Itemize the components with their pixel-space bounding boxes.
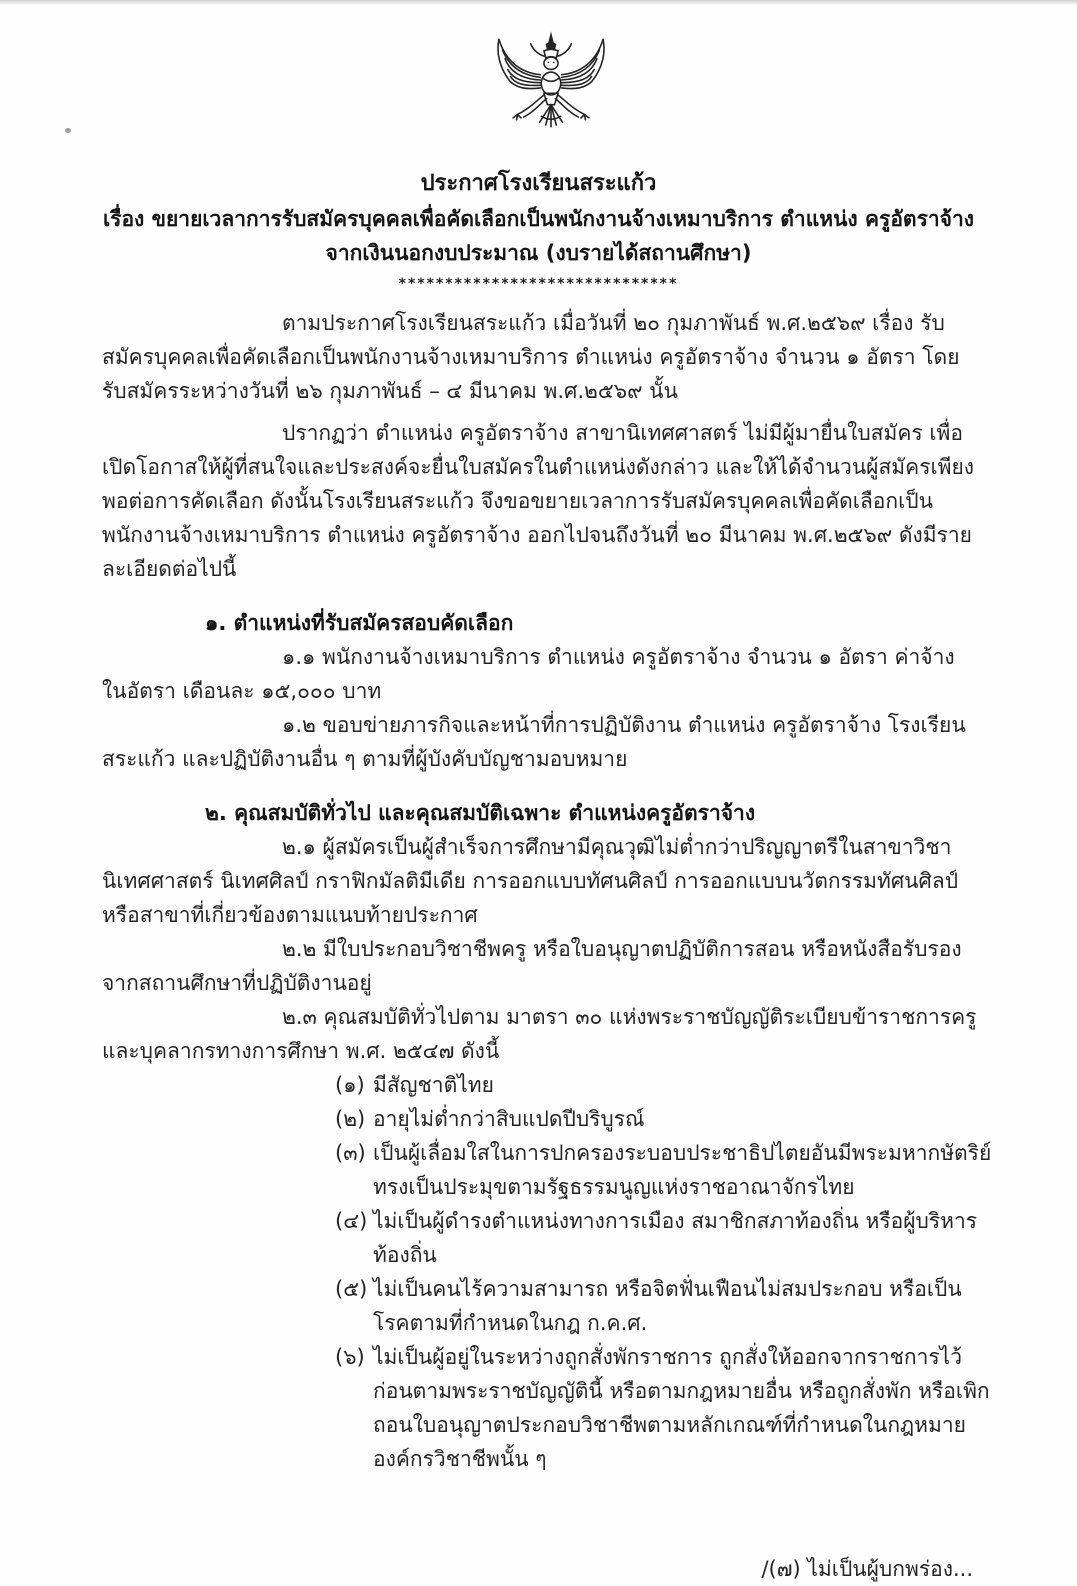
document-title: ประกาศโรงเรียนสระแก้ว (420, 171, 657, 196)
clause-2-2: ๒.๒ มีใบประกอบวิชาชีพครู หรือใบอนุญาตปฏิบัติการสอน หรือหนังสือรับรองจากสถานศึกษาที่ปฏิบัติงานอยู่ (102, 937, 962, 995)
qualification-text: มีสัญชาติไทย (373, 1073, 494, 1097)
continuation-note: /(๗) ไม่เป็นผู้บกพร่อง... (761, 1557, 973, 1581)
scan-speck-artifact (65, 128, 71, 133)
qualification-number: (๕) (335, 1277, 368, 1301)
garuda-emblem-icon (476, 28, 626, 162)
clause-2-1: ๒.๑ ผู้สมัครเป็นผู้สำเร็จการศึกษามีคุณวุฒิไม่ต่ำกว่าปริญญาตรีในสาขาวิชานิเทศศาสตร์ นิเทศศิลป์ กราฟิกมัลติมีเดีย การออกแบบทัศนศิลป์ การออกแบบนวัตกรรมทัศนศิลป์ หรือสาขาที่เกี่ยวข้องตามแนบท้ายประกาศ (102, 835, 959, 927)
qualification-text: ไม่เป็นผู้อยู่ในระหว่างถูกสั่งพักราชการ ถูกสั่งให้ออกจากราชการไว้ก่อนตามพระราชบัญญัตินี้ หรือตามกฎหมายอื่น หรือถูกสั่งพัก หรือเพิกถอนใบอนุญาตประกอบวิชาชีพตามหลักเกณฑ์ที่กำหนดในกฎหมายองค์กรวิชาชีพนั้น ๆ (373, 1345, 990, 1471)
qualification-text: เป็นผู้เลื่อมใสในการปกครองระบอบประชาธิปไตยอันมีพระมหากษัตริย์ทรงเป็นประมุขตามรัฐธรรมนูญแห่งราชอาณาจักรไทย (373, 1141, 992, 1199)
qualification-text: ไม่เป็นคนไร้ความสามารถ หรือจิตฟั่นเฟือนไม่สมประกอบ หรือเป็นโรคตามที่กำหนดในกฎ ก.ค.ศ. (373, 1277, 962, 1335)
scan-edge-artifact (0, 0, 1077, 5)
clause-1-1: ๑.๑ พนักงานจ้างเหมาบริการ ตำแหน่ง ครูอัตราจ้าง จำนวน ๑ อัตรา ค่าจ้างในอัตรา เดือนละ ๑๕,๐๐๐ บาท (102, 645, 955, 703)
subject-line: เรื่อง ขยายเวลาการรับสมัครบุคคลเพื่อคัดเลือกเป็นพนักงานจ้างเหมาบริการ ตำแหน่ง ครูอัตราจ้าง (102, 207, 974, 231)
qualification-item (335, 1136, 995, 1204)
qualification-number: (๔) (335, 1209, 368, 1233)
extension-paragraph: ปรากฏว่า ตำแหน่ง ครูอัตราจ้าง สาขานิเทศศาสตร์ ไม่มีผู้มายื่นใบสมัคร เพื่อเปิดโอกาสให้ผู้ที่สนใจและประสงค์จะยื่นใบสมัครในตำแหน่งดังกล่าว และให้ได้จำนวนผู้สมัครเพียงพอต่อการคัดเลือก ดังนั้นโรงเรียนสระแก้ว จึงขอขยายเวลาการรับสมัครบุคคลเพื่อคัดเลือกเป็นพนักงานจ้างเหมาบริการ ตำแหน่ง ครูอัตราจ้าง ออกไปจนถึงวันที่ ๒๐ มีนาคม พ.ศ.๒๕๖๙ ดังมีรายละเอียดต่อไปนี้ (102, 421, 975, 581)
qualification-item (335, 1272, 995, 1340)
qualification-number: (๑) (335, 1073, 365, 1097)
qualification-number: (๒) (335, 1107, 366, 1131)
section-2-heading: ๒. คุณสมบัติทั่วไป และคุณสมบัติเฉพาะ ตำแหน่งครูอัตราจ้าง (205, 801, 756, 825)
qualification-item (335, 1204, 995, 1272)
title-block (0, 166, 1077, 296)
section-1-heading: ๑. ตำแหน่งที่รับสมัครสอบคัดเลือก (205, 611, 514, 635)
qualification-text: อายุไม่ต่ำกว่าสิบแปดปีบริบูรณ์ (373, 1107, 645, 1131)
qualification-item (335, 1068, 995, 1102)
qualification-item (335, 1340, 995, 1476)
qualifications-list (335, 1068, 995, 1476)
qualification-text: ไม่เป็นผู้ดำรงตำแหน่งทางการเมือง สมาชิกสภาท้องถิ่น หรือผู้บริหารท้องถิ่น (373, 1209, 978, 1267)
asterisk-divider: ****************************** (398, 276, 679, 292)
intro-paragraph: ตามประกาศโรงเรียนสระแก้ว เมื่อวันที่ ๒๐ กุมภาพันธ์ พ.ศ.๒๕๖๙ เรื่อง รับสมัครบุคคลเพื่อคัดเลือกเป็นพนักงานจ้างเหมาบริการ ตำแหน่ง ครูอัตราจ้าง จำนวน ๑ อัตรา โดยรับสมัครระหว่างวันที่ ๒๖ กุมภาพันธ์ – ๔ มีนาคม พ.ศ.๒๕๖๙ นั้น (102, 311, 960, 403)
qualification-number: (๓) (335, 1141, 366, 1165)
document-body (0, 306, 1077, 1586)
qualification-number: (๖) (335, 1345, 365, 1369)
clause-1-2: ๑.๒ ขอบข่ายภารกิจและหน้าที่การปฏิบัติงาน ตำแหน่ง ครูอัตราจ้าง โรงเรียนสระแก้ว และปฏิบัติงานอื่น ๆ ตามที่ผู้บังคับบัญชามอบหมาย (102, 713, 966, 771)
clause-2-3: ๒.๓ คุณสมบัติทั่วไปตาม มาตรา ๓๐ แห่งพระราชบัญญัติระเบียบข้าราชการครูและบุคลากรทางการศึกษา พ.ศ. ๒๕๔๗ ดังนี้ (102, 1005, 977, 1063)
funding-source-line: จากเงินนอกงบประมาณ (งบรายได้สถานศึกษา) (325, 241, 752, 265)
qualification-item (335, 1102, 995, 1136)
